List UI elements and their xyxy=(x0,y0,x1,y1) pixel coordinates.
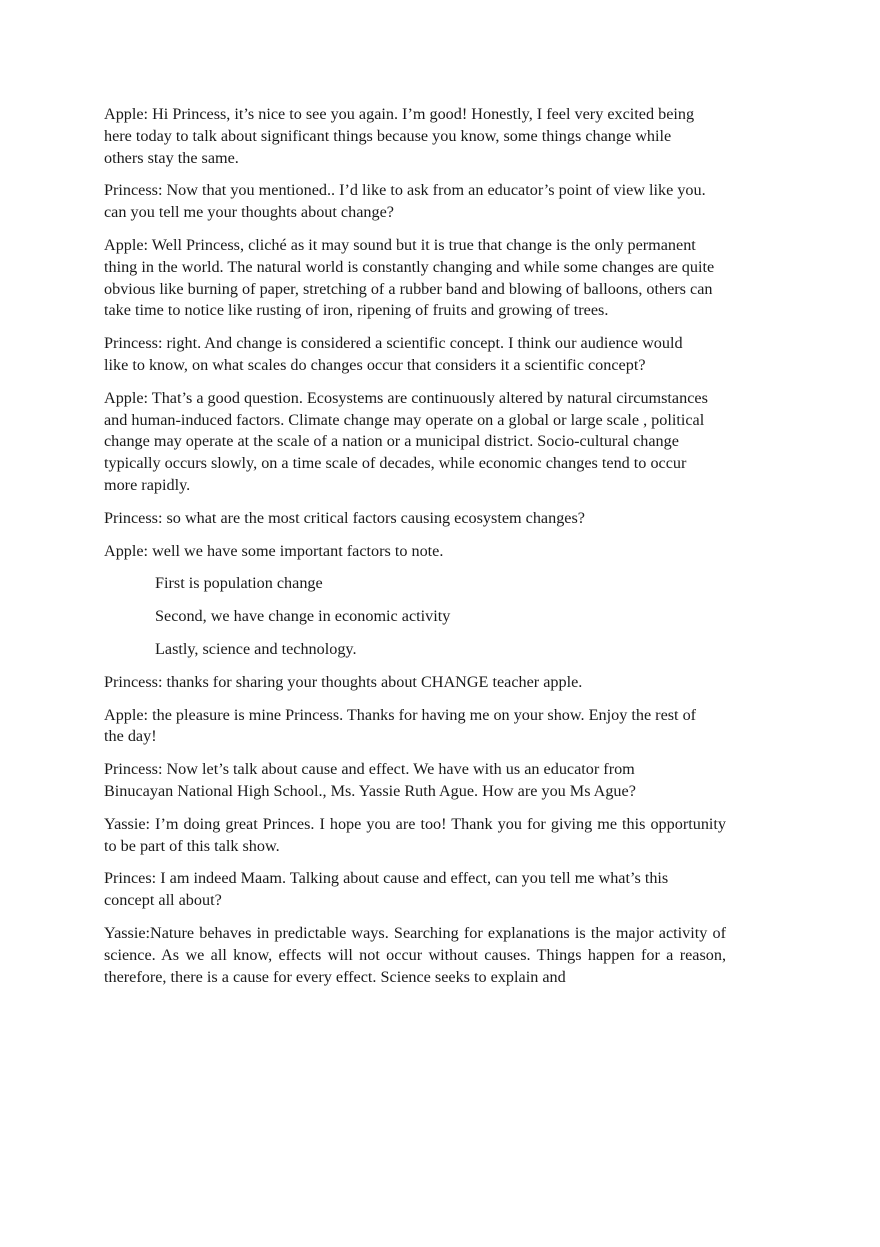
paragraph-princess-cause-effect-intro: Princess: Now let’s talk about cause and effect. We have with us an educator from Binucayan National High School., Ms. Yassie Ruth Ague. How are you Ms Ague? xyxy=(104,760,636,800)
paragraph-yassie-cause-effect-answer: Yassie:Nature behaves in predictable ways. Searching for explanations is the major activity of science. As we all know, effects will not occur without causes. Things happen for a reason, therefore, there is a cause for every effect. Science seeks to explain and xyxy=(104,923,726,986)
paragraph-princess-factors-question: Princess: so what are the most critical factors causing ecosystem changes? xyxy=(104,508,585,527)
paragraph-yassie-greeting: Yassie: I’m doing great Princes. I hope you are too! Thank you for giving me this opportunity to be part of this talk show. xyxy=(104,814,726,855)
paragraph-princess-thanks: Princess: thanks for sharing your thoughts about CHANGE teacher apple. xyxy=(104,672,583,691)
document-page xyxy=(104,104,726,999)
paragraph-princess-scales-question: Princess: right. And change is considered a scientific concept. I think our audience would like to know, on what scales do changes occur that considers it a scientific concept? xyxy=(104,334,683,374)
paragraph-apple-closing: Apple: the pleasure is mine Princess. Thanks for having me on your show. Enjoy the rest of the day! xyxy=(104,705,697,746)
factor-item-population: First is population change xyxy=(155,574,323,593)
factor-item-science-technology: Lastly, science and technology. xyxy=(155,639,357,658)
paragraph-apple-scales-answer: Apple: That’s a good question. Ecosystems are continuously altered by natural circumstances and human-induced factors. Climate change may operate on a global or large scale , political change may operate at the scale of a nation or a municipal district. Socio-cultural change typically occurs slowly, on a time scale of decades, while economic changes tend to occur more rapidly. xyxy=(104,388,708,494)
paragraph-apple-greeting: Apple: Hi Princess, it’s nice to see you again. I’m good! Honestly, I feel very excited being here today to talk about significant things because you know, some things change while others stay the same. xyxy=(104,105,695,167)
paragraph-princes-cause-effect-question: Princes: I am indeed Maam. Talking about cause and effect, can you tell me what’s this concept all about? xyxy=(104,869,669,910)
paragraph-princess-question-change: Princess: Now that you mentioned.. I’d like to ask from an educator’s point of view like you. can you tell me your thoughts about change? xyxy=(104,181,706,222)
paragraph-apple-change-answer: Apple: Well Princess, cliché as it may sound but it is true that change is the only permanent thing in the world. The natural world is constantly changing and while some changes are quite obvious like burning of paper, stretching of a rubber band and blowing of balloons, others can take time to notice like rusting of iron, ripening of fruits and growing of trees. xyxy=(104,235,715,320)
paragraph-apple-factors-intro: Apple: well we have some important factors to note. xyxy=(104,541,444,560)
factor-item-economic-activity: Second, we have change in economic activity xyxy=(155,607,451,626)
